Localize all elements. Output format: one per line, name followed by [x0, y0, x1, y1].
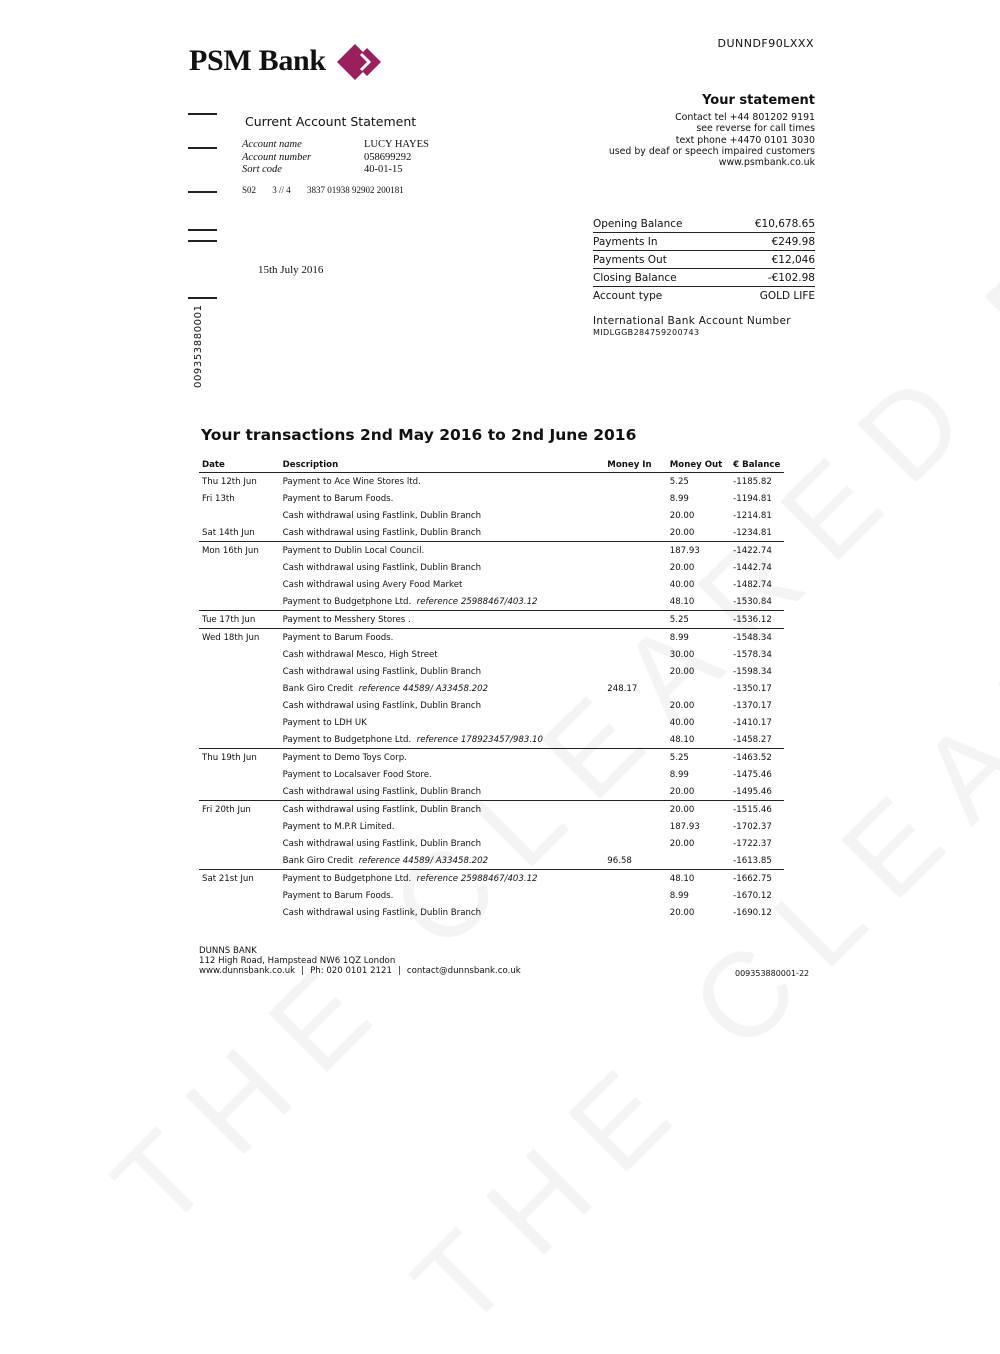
cell-balance: -1350.17 [733, 683, 772, 694]
description-text: Cash withdrawal using Fastlink, Dublin Branch [282, 700, 482, 711]
iban-label: International Bank Account Number [593, 315, 791, 327]
balance-row-closing [593, 269, 815, 287]
cell-date [199, 887, 280, 904]
balance-row-payments-in [593, 233, 815, 251]
cell-money-in [604, 646, 666, 663]
balance-label: Account type [593, 290, 663, 302]
table-row [199, 559, 784, 576]
description-reference: reference 44589/ A33458.202 [358, 683, 489, 694]
side-document-number: 009353880001 [193, 304, 204, 388]
cell-money-in [604, 524, 666, 542]
cell-description [280, 507, 605, 524]
cell-money-in [604, 887, 666, 904]
table-row [199, 766, 784, 783]
cell-money-out: 20.00 [669, 562, 695, 573]
sort-code-value: 40-01-15 [364, 164, 403, 176]
cell-money-in [604, 611, 666, 629]
cell-money-out: 20.00 [669, 838, 695, 849]
table-row [199, 629, 784, 647]
table-row [199, 783, 784, 801]
table-row [199, 801, 784, 819]
description-text: Payment to Barum Foods. [282, 632, 394, 643]
cell-balance: -1578.34 [733, 649, 772, 660]
account-number-value: 058699292 [364, 151, 412, 163]
description-text: Cash withdrawal using Fastlink, Dublin Branch [282, 527, 482, 538]
cell-description [280, 870, 605, 888]
cell-description [280, 542, 605, 560]
cell-description [280, 697, 605, 714]
cell-date [199, 680, 280, 697]
bank-logo-icon [337, 44, 383, 80]
table-row [199, 835, 784, 852]
contact-line: Contact tel +44 801202 9191 [675, 112, 815, 123]
cell-date: Tue 17th Jun [199, 611, 280, 629]
cell-money-in [604, 904, 666, 921]
cell-date [199, 576, 280, 593]
balance-label: Closing Balance [593, 272, 677, 284]
description-text: Payment to Dublin Local Council. [282, 545, 425, 556]
cell-balance: -1530.84 [733, 596, 772, 607]
column-header-date: Date [199, 457, 280, 473]
cell-description [280, 576, 605, 593]
cell-money-out: 40.00 [669, 579, 695, 590]
cell-balance: -1410.17 [733, 717, 772, 728]
column-header-money-in: Money In [604, 457, 666, 473]
balance-label: Opening Balance [593, 218, 683, 230]
description-reference: reference 44589/ A33458.202 [358, 855, 489, 866]
table-row [199, 852, 784, 870]
cell-money-in [604, 473, 666, 491]
footer-bank-name: DUNNS BANK [199, 946, 257, 956]
description-text: Cash withdrawal using Fastlink, Dublin Branch [282, 804, 482, 815]
cell-description [280, 818, 605, 835]
balance-value: €12,046 [771, 254, 815, 266]
balance-row-account-type [593, 287, 815, 304]
cell-money-in [604, 697, 666, 714]
cell-money-out: 20.00 [669, 786, 695, 797]
description-text: Cash withdrawal using Avery Food Market [282, 579, 463, 590]
contact-line: see reverse for call times [696, 123, 815, 135]
table-row [199, 593, 784, 611]
cell-money-out: 48.10 [667, 870, 730, 888]
table-row [199, 576, 784, 593]
table-header-row [199, 457, 784, 473]
description-text: Cash withdrawal using Fastlink, Dublin Branch [282, 666, 482, 677]
cell-money-in [604, 818, 666, 835]
cell-balance: -1662.75 [730, 870, 784, 888]
cell-money-in [604, 714, 666, 731]
table-row [199, 904, 784, 921]
cell-date: Mon 16th Jun [199, 542, 280, 560]
separator: | [397, 966, 401, 976]
cell-money-out: 8.99 [667, 629, 730, 647]
balance-summary [593, 215, 815, 304]
cell-money-in: 96.58 [607, 855, 632, 866]
cell-money-in [604, 629, 666, 647]
cell-money-in [604, 490, 666, 507]
column-header-description: Description [280, 457, 605, 473]
balance-value: €249.98 [771, 236, 815, 248]
cell-balance: -1185.82 [733, 476, 772, 487]
account-name-label: Account name [242, 139, 302, 150]
cell-balance: -1475.46 [733, 769, 772, 780]
description-text: Payment to Barum Foods. [282, 890, 394, 901]
page-reference: 009353880001-22 [735, 969, 810, 978]
table-row [199, 870, 784, 888]
cell-description [280, 852, 605, 870]
description-text: Cash withdrawal using Fastlink, Dublin Branch [282, 907, 482, 918]
statement-type-title: Current Account Statement [245, 114, 417, 129]
cell-money-in [604, 870, 666, 888]
account-number-label: Account number [242, 151, 312, 163]
cell-description [280, 559, 605, 576]
cell-date: Sat 21st Jun [199, 870, 280, 888]
cell-date: Thu 19th Jun [199, 749, 280, 767]
cell-money-out: 5.25 [669, 476, 689, 487]
cell-date [199, 852, 280, 870]
cell-money-in [604, 835, 666, 852]
description-text: Cash withdrawal using Fastlink, Dublin Branch [282, 786, 482, 797]
cell-money-out: 8.99 [669, 890, 689, 901]
cell-description [280, 473, 605, 491]
description-text: Payment to Ace Wine Stores ltd. [282, 476, 421, 487]
transactions-body [199, 473, 784, 922]
cell-description [280, 629, 605, 647]
cell-money-in [604, 731, 666, 749]
table-row [199, 887, 784, 904]
cell-description [280, 835, 605, 852]
cell-description [280, 611, 605, 629]
cell-money-out: 5.25 [667, 749, 730, 767]
cell-balance: -1536.12 [730, 611, 784, 629]
cell-date [199, 766, 280, 783]
cell-balance: -1598.34 [733, 666, 772, 677]
balance-value: GOLD LIFE [759, 290, 815, 302]
cell-money-in: 248.17 [607, 683, 638, 694]
table-row [199, 473, 784, 491]
cell-money-in [604, 542, 666, 560]
cell-description [280, 731, 605, 749]
cell-money-out: 20.00 [669, 907, 695, 918]
cell-money-out: 20.00 [667, 801, 730, 819]
balance-value: -€102.98 [767, 272, 815, 284]
cell-description [280, 524, 605, 542]
cell-balance: -1548.34 [730, 629, 784, 647]
description-text: Payment to Demo Toys Corp. [282, 752, 407, 763]
table-row [199, 524, 784, 542]
cell-description [280, 887, 605, 904]
cell-money-out: 5.25 [667, 611, 730, 629]
cell-description [280, 904, 605, 921]
account-name-value: LUCY HAYES [364, 139, 429, 150]
cell-balance: -1442.74 [733, 562, 772, 573]
cell-description [280, 646, 605, 663]
cell-date [199, 507, 280, 524]
cell-money-out: 20.00 [669, 527, 695, 538]
routing-code-2: 3 // 4 [272, 185, 291, 195]
cell-date [199, 697, 280, 714]
cell-balance: -1422.74 [730, 542, 784, 560]
cell-balance: -1702.37 [733, 821, 772, 832]
cell-date [199, 904, 280, 921]
contact-info [609, 112, 815, 168]
sort-code-label: Sort code [242, 164, 282, 176]
bank-name: PSM Bank [189, 44, 326, 77]
description-text: Cash withdrawal using Fastlink, Dublin Branch [282, 562, 482, 573]
cell-money-in [604, 663, 666, 680]
cell-money-out: 8.99 [669, 769, 689, 780]
cell-date [199, 593, 280, 611]
table-row [199, 542, 784, 560]
cell-money-in [604, 507, 666, 524]
table-row [199, 507, 784, 524]
cell-date [199, 783, 280, 801]
cell-money-out [667, 680, 730, 697]
cell-description [280, 766, 605, 783]
statement-date: 15th July 2016 [258, 264, 324, 276]
cell-description [280, 593, 605, 611]
iban-value: MIDLGGB284759200743 [593, 328, 700, 337]
cell-money-out: 187.93 [669, 821, 700, 832]
footer-website-link[interactable]: www.dunnsbank.co.uk [199, 966, 296, 976]
balance-label: Payments In [593, 236, 658, 248]
cell-money-in [604, 749, 666, 767]
routing-line [242, 185, 418, 195]
description-text: Cash withdrawal Mesco, High Street [282, 649, 438, 660]
reference-code: DUNNDF90LXXX [717, 37, 814, 50]
cell-date [199, 835, 280, 852]
routing-code-1: S02 [242, 185, 257, 195]
column-header-balance: € Balance [730, 457, 784, 473]
cell-money-out: 8.99 [669, 493, 689, 504]
cell-date [199, 559, 280, 576]
description-text: Cash withdrawal using Fastlink, Dublin Branch [282, 838, 482, 849]
transactions-table [199, 457, 784, 921]
your-statement-title: Your statement [702, 93, 815, 108]
table-row [199, 646, 784, 663]
cell-money-out: 20.00 [669, 666, 695, 677]
table-row [199, 714, 784, 731]
balance-row-payments-out [593, 251, 815, 269]
description-text: Payment to LDH UK [282, 717, 367, 728]
table-row [199, 490, 784, 507]
cell-date: Fri 13th [202, 493, 235, 504]
cell-date [199, 818, 280, 835]
contact-website: www.psmbank.co.uk [718, 157, 815, 169]
description-text: Payment to Messhery Stores . [282, 614, 411, 625]
footer-email-link[interactable]: contact@dunnsbank.co.uk [406, 966, 521, 976]
description-reference: reference 178923457/983.10 [416, 734, 543, 745]
description-text: Bank Giro Credit [282, 683, 354, 694]
cell-description [280, 680, 605, 697]
cell-balance: -1458.27 [733, 734, 772, 745]
table-row [199, 749, 784, 767]
cell-money-in [604, 783, 666, 801]
cell-money-out: 30.00 [669, 649, 695, 660]
account-values [364, 139, 429, 177]
cell-balance: -1690.12 [733, 907, 772, 918]
cell-balance: -1234.81 [733, 527, 772, 538]
account-labels [242, 139, 311, 177]
cell-balance: -1722.37 [733, 838, 772, 849]
contact-line: used by deaf or speech impaired customers [608, 145, 815, 157]
cell-money-out: 40.00 [669, 717, 695, 728]
cell-money-out: 187.93 [667, 542, 730, 560]
cell-date [199, 646, 280, 663]
table-row [199, 697, 784, 714]
footer-contacts [199, 966, 521, 976]
column-header-money-out: Money Out [667, 457, 730, 473]
cell-description [280, 490, 605, 507]
cell-date: Thu 12th Jun [202, 476, 257, 487]
cell-money-out: 48.10 [669, 596, 695, 607]
cell-money-out: 20.00 [669, 510, 695, 521]
table-row [199, 663, 784, 680]
balance-row-opening [593, 215, 815, 233]
cell-date [199, 731, 280, 749]
separator: | [301, 966, 305, 976]
description-text: Bank Giro Credit [282, 855, 354, 866]
cell-date: Wed 18th Jun [199, 629, 280, 647]
table-row [199, 818, 784, 835]
balance-label: Payments Out [593, 254, 667, 266]
table-row [199, 611, 784, 629]
routing-code-3: 3837 01938 92902 200181 [307, 185, 404, 195]
cell-date [199, 663, 280, 680]
cell-balance: -1370.17 [733, 700, 772, 711]
cell-money-in [604, 801, 666, 819]
footer-phone: Ph: 020 0101 2121 [310, 966, 392, 976]
cell-description [280, 749, 605, 767]
cell-balance: -1495.46 [733, 786, 772, 797]
description-reference: reference 25988467/403.12 [416, 873, 538, 884]
cell-date: Sat 14th Jun [202, 527, 255, 538]
cell-description [280, 663, 605, 680]
description-text: Payment to Budgetphone Ltd. [282, 596, 412, 607]
description-text: Payment to Barum Foods. [282, 493, 394, 504]
cell-balance: -1515.46 [730, 801, 784, 819]
cell-description [280, 801, 605, 819]
cell-money-out [667, 852, 730, 870]
description-text: Payment to Localsaver Food Store. [282, 769, 432, 780]
cell-money-in [604, 576, 666, 593]
transactions-heading: Your transactions 2nd May 2016 to 2nd June 2016 [201, 426, 637, 444]
description-text: Payment to Budgetphone Ltd. [282, 734, 412, 745]
cell-balance: -1482.74 [733, 579, 772, 590]
cell-balance: -1214.81 [733, 510, 772, 521]
description-text: Payment to M.P.R Limited. [282, 821, 395, 832]
contact-line: text phone +4470 0101 3030 [675, 134, 815, 146]
balance-value: €10,678.65 [754, 218, 815, 230]
description-reference: reference 25988467/403.12 [416, 596, 538, 607]
cell-money-out: 48.10 [669, 734, 695, 745]
cell-money-out: 20.00 [669, 700, 695, 711]
table-row [199, 680, 784, 697]
description-text: Payment to Budgetphone Ltd. [282, 873, 412, 884]
cell-money-in [604, 766, 666, 783]
cell-money-in [604, 559, 666, 576]
cell-balance: -1613.85 [733, 855, 772, 866]
cell-description [280, 783, 605, 801]
description-text: Cash withdrawal using Fastlink, Dublin Branch [282, 510, 482, 521]
cell-balance: -1194.81 [733, 493, 772, 504]
cell-money-in [604, 593, 666, 611]
footer-address: 112 High Road, Hampstead NW6 1QZ London [199, 956, 396, 966]
cell-balance: -1463.52 [730, 749, 784, 767]
cell-description [280, 714, 605, 731]
cell-date: Fri 20th Jun [199, 801, 280, 819]
table-row [199, 731, 784, 749]
cell-date [199, 714, 280, 731]
cell-balance: -1670.12 [733, 890, 772, 901]
